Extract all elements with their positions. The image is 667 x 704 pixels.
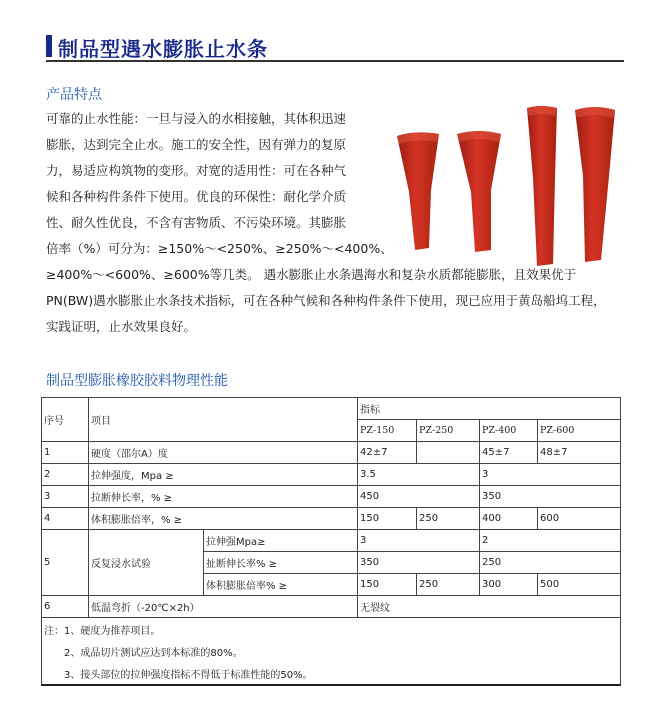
row-value: 450: [358, 486, 480, 508]
row-value: 250: [480, 552, 621, 574]
water-stop-strip-photo: [387, 98, 627, 274]
row-value: 48±7: [538, 442, 621, 464]
strip-3: [527, 106, 557, 266]
row-value: 2: [480, 530, 621, 552]
table-row: [42, 486, 621, 508]
grade-pz150: PZ-150: [358, 420, 417, 442]
features-line: ≥400%～<600%、≥600%等几类。 遇水膨胀止水条遇海水和复杂水质都能膨胀，且效果优于: [46, 267, 577, 282]
table-row: [42, 530, 621, 552]
row-item: 反复浸水试验: [89, 530, 204, 596]
row-value: [417, 442, 480, 464]
table-row: [42, 442, 621, 464]
grade-pz600: PZ-600: [538, 420, 621, 442]
row-value: 45±7: [480, 442, 538, 464]
row-no: 5: [42, 530, 89, 596]
features-line: 力，易适应构筑物的变形。对宽的适用性：可在各种气: [46, 163, 347, 178]
table-header-row: [42, 398, 621, 420]
header-no: 序号: [42, 398, 89, 442]
row-item: 拉伸强度，Mpa ≥: [89, 464, 358, 486]
strip-1: [397, 132, 439, 250]
row-value: 42±7: [358, 442, 417, 464]
row-item: 体积膨胀倍率，% ≥: [89, 508, 358, 530]
table-note: 注：1、硬度为推荐项目。: [42, 618, 621, 641]
row-subitem: 体积膨胀倍率% ≥: [204, 574, 358, 596]
table-heading: 制品型膨胀橡胶胶料物理性能: [46, 373, 228, 389]
title-bar: [46, 32, 624, 62]
features-line: 膨胀，达到完全止水。施工的安全性，因有弹力的复原: [46, 137, 347, 152]
row-value: 350: [480, 486, 621, 508]
row-item: 低温弯折（-20℃×2h）: [89, 596, 358, 618]
row-value: 250: [417, 574, 480, 596]
row-value: 3.5: [358, 464, 480, 486]
title-accent-bar: [46, 35, 52, 57]
row-value: 400: [480, 508, 538, 530]
row-no: 3: [42, 486, 89, 508]
row-subitem: 扯断伸长率% ≥: [204, 552, 358, 574]
row-item: 拉断伸长率，% ≥: [89, 486, 358, 508]
table-note-row: [42, 662, 621, 685]
table-note: 2、成品切片测试应达到本标准的80%。: [42, 640, 621, 662]
header-spec: 指标: [358, 398, 621, 420]
row-value: 300: [480, 574, 538, 596]
row-value: 150: [358, 574, 417, 596]
row-no: 2: [42, 464, 89, 486]
strip-2: [457, 131, 501, 252]
table-note: 3、接头部位的拉伸强度指标不得低于标准性能的50%。: [42, 662, 621, 685]
row-no: 1: [42, 442, 89, 464]
features-line: 实践证明，止水效果良好。: [46, 319, 197, 334]
row-value: 250: [417, 508, 480, 530]
row-value: 3: [358, 530, 480, 552]
row-value: 500: [538, 574, 621, 596]
row-no: 4: [42, 508, 89, 530]
row-value: 无裂纹: [358, 596, 621, 618]
features-line: 倍率（%）可分为：≥150%～<250%、≥250%～<400%、: [46, 241, 393, 256]
property-table: [41, 397, 621, 686]
grade-pz250: PZ-250: [417, 420, 480, 442]
row-value: 3: [480, 464, 621, 486]
row-value: 150: [358, 508, 417, 530]
row-value: 600: [538, 508, 621, 530]
grade-pz400: PZ-400: [480, 420, 538, 442]
features-line: 候和各种构件条件下使用。优良的环保性：耐化学介质: [46, 189, 347, 204]
features-heading: 产品特点: [46, 87, 102, 103]
features-line: 可靠的止水性能：一旦与浸入的水相接触，其体积迅速: [46, 111, 347, 126]
row-item: 硬度（邵尔A）度: [89, 442, 358, 464]
table-note-row: [42, 640, 621, 662]
row-value: 350: [358, 552, 480, 574]
row-no: 6: [42, 596, 89, 618]
strip-4: [575, 107, 615, 262]
table-note-row: [42, 618, 621, 641]
table-row: [42, 464, 621, 486]
page-title: 制品型遇水膨胀止水条: [58, 37, 268, 61]
features-line: PN(BW)遇水膨胀止水条技术指标，可在各种气候和各种构件条件下使用，现已应用于黄岛船坞工程，: [46, 293, 606, 308]
features-line: 性、耐久性优良，不含有害物质、不污染环境。其膨胀: [46, 215, 347, 230]
table-row: [42, 508, 621, 530]
table-row: [42, 596, 621, 618]
header-item: 项目: [89, 398, 358, 442]
row-subitem: 拉伸强Mpa≥: [204, 530, 358, 552]
